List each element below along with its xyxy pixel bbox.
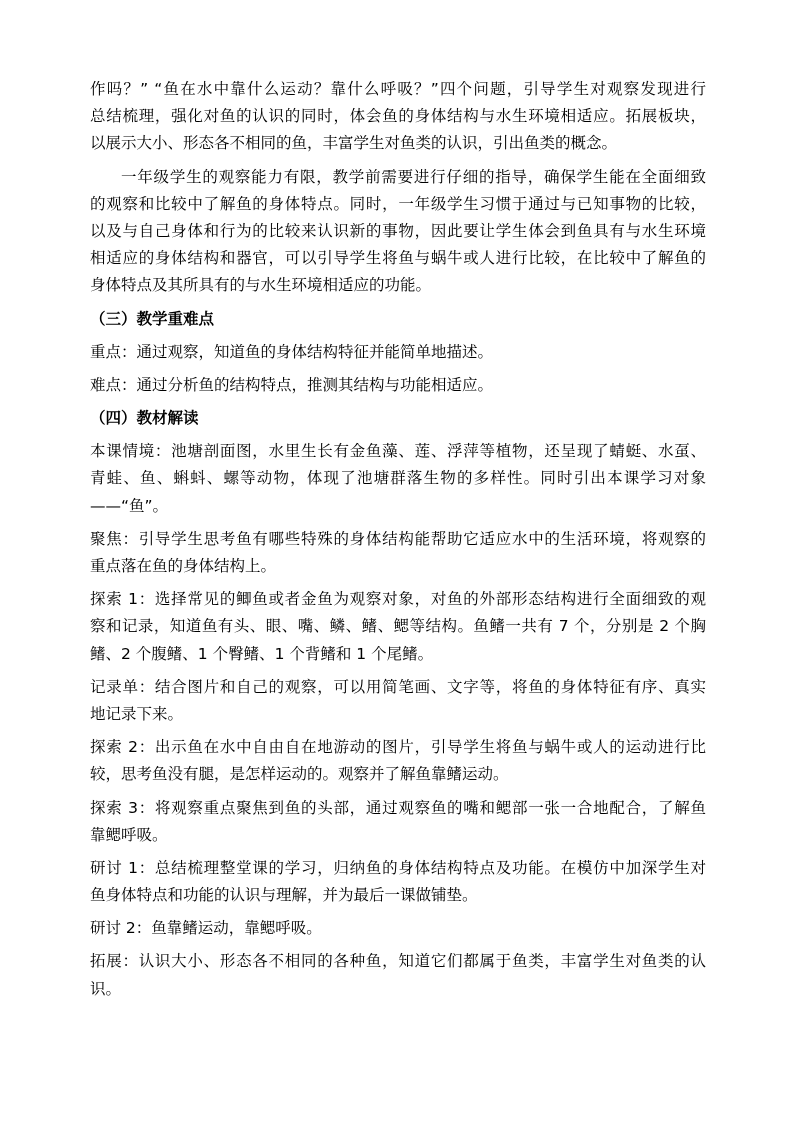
text-line: 重点落在鱼的身体结构上。 bbox=[90, 557, 277, 575]
text-line: 鱼身体特点和功能的认识与理解，并为最后一课做铺垫。 bbox=[90, 886, 478, 905]
extend-paragraph bbox=[90, 948, 706, 1002]
text-line: 记录单：结合图片和自己的观察，可以用简笔画、文字等，将鱼的身体特征有序、真实 bbox=[90, 677, 706, 696]
text-line: 本课情境：池塘剖面图，水里生长有金鱼藻、莲、浮萍等植物，还呈现了蜻蜓、水虿、 bbox=[90, 442, 706, 461]
text-line: 青蛙、鱼、蝌蚪、螺等动物，体现了池塘群落生物的多样性。同时引出本课学习对象 bbox=[90, 469, 706, 488]
key-point-text: 重点：通过观察，知道鱼的身体结构特征并能简单地描述。 bbox=[90, 342, 494, 361]
text-line: 总结梳理，强化对鱼的认识的同时，体会鱼的身体结构与水生环境相适应。拓展板块， bbox=[90, 107, 706, 126]
grade1-paragraph bbox=[90, 164, 706, 300]
discuss1-paragraph bbox=[90, 855, 706, 909]
section-heading-textbook: （四）教材解读 bbox=[90, 409, 199, 428]
text-line: 身体特点及其所具有的与水生环境相适应的功能。 bbox=[90, 276, 432, 295]
text-line: 探索 1：选择常见的鲫鱼或者金鱼为观察对象，对鱼的外部形态结构进行全面细致的观 bbox=[90, 590, 706, 609]
text-line: 识。 bbox=[90, 979, 122, 998]
text-line: 作吗？” “鱼在水中靠什么运动？靠什么呼吸？”四个问题，引导学生对观察发现进行 bbox=[90, 80, 706, 98]
explore2-paragraph bbox=[90, 734, 706, 788]
text-line: 较，思考鱼没有腿，是怎样运动的。观察并了解鱼靠鳍运动。 bbox=[90, 765, 509, 784]
text-line: 研讨 2：鱼靠鳍运动，靠鳃呼吸。 bbox=[90, 919, 322, 938]
section-heading-key-points: （三）教学重难点 bbox=[90, 309, 215, 328]
text-line: 以展示大小、形态各不相同的鱼，丰富学生对鱼类的认识，引出鱼类的概念。 bbox=[90, 134, 618, 153]
text-line: 相适应的身体结构和器官，可以引导学生将鱼与蜗牛或人进行比较，在比较中了解鱼的 bbox=[90, 249, 706, 268]
discuss2-paragraph bbox=[90, 915, 706, 942]
intro-paragraph bbox=[90, 76, 706, 158]
text-line: 察和记录，知道鱼有头、眼、嘴、鳞、鳍、鳃等结构。鱼鳍一共有 7 个，分别是 2 个胸 bbox=[90, 617, 706, 636]
text-line: 探索 2：出示鱼在水中自由自在地游动的图片，引导学生将鱼与蜗牛或人的运动进行比 bbox=[90, 738, 706, 757]
explore1-paragraph bbox=[90, 586, 706, 668]
text-line: 地记录下来。 bbox=[90, 704, 184, 723]
explore3-paragraph bbox=[90, 795, 706, 849]
text-line: 靠鳃呼吸。 bbox=[90, 825, 168, 844]
text-line: 一年级学生的观察能力有限，教学前需要进行仔细的指导，确保学生能在全面细致 bbox=[121, 167, 706, 186]
text-line: 探索 3：将观察重点聚焦到鱼的头部，通过观察鱼的嘴和鳃部一张一合地配合，了解鱼 bbox=[90, 798, 706, 817]
text-line: 研讨 1：总结梳理整堂课的学习，归纳鱼的身体结构特点及功能。在模仿中加深学生对 bbox=[90, 858, 706, 877]
text-line: 鳍、2 个腹鳍、1 个臀鳍、1 个背鳍和 1 个尾鳍。 bbox=[90, 644, 434, 663]
focus-paragraph bbox=[90, 526, 706, 580]
text-line: 以及与自己身体和行为的比较来认识新的事物，因此要让学生体会到鱼具有与水生环境 bbox=[90, 221, 706, 240]
text-line: ——“鱼”。 bbox=[90, 496, 169, 515]
text-line: 拓展：认识大小、形态各不相同的各种鱼，知道它们都属于鱼类，丰富学生对鱼类的认 bbox=[90, 952, 706, 971]
text-line: 聚焦：引导学生思考鱼有哪些特殊的身体结构能帮助它适应水中的生活环境，将观察的 bbox=[90, 529, 706, 548]
difficulty-text: 难点：通过分析鱼的结构特点，推测其结构与功能相适应。 bbox=[90, 375, 494, 394]
record-paragraph bbox=[90, 674, 706, 728]
document-page bbox=[90, 76, 706, 1003]
situation-paragraph bbox=[90, 438, 706, 520]
text-line: 的观察和比较中了解鱼的身体特点。同时，一年级学生习惯于通过与已知事物的比较， bbox=[90, 194, 706, 213]
